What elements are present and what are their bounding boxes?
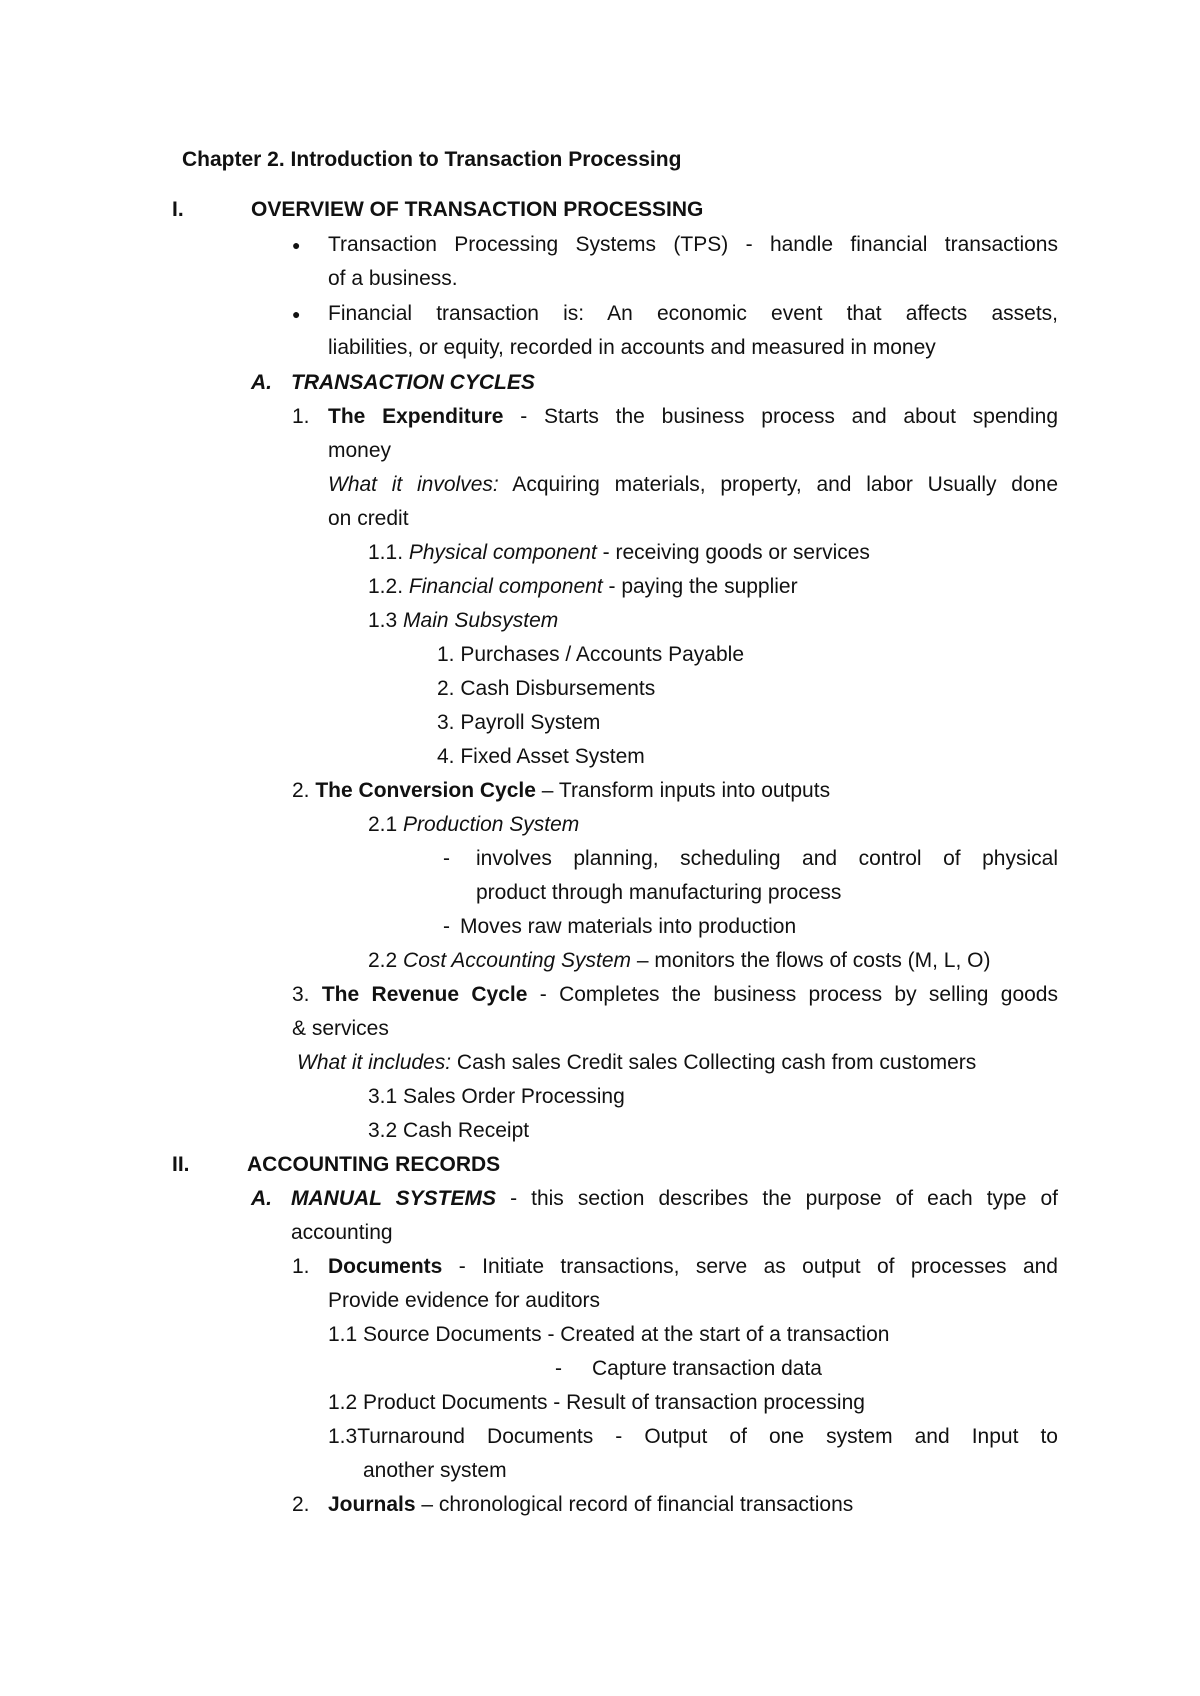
item-1-term: The Expenditure — [328, 405, 504, 428]
item-3-line-1: 3. The Revenue Cycle - Completes the business process by selling goods — [292, 983, 1058, 1006]
item-3-includes: What it includes: Cash sales Credit sales Collecting cash from customers — [297, 1051, 977, 1074]
section-2-subsection-a-line-1: MANUAL SYSTEMS - this section describes the purpose of each type of — [291, 1187, 1058, 1210]
item-1-desc: - Starts the business process and about spending — [503, 405, 1059, 428]
dash-icon: - — [555, 1357, 562, 1380]
subsystem-item: 3. Payroll System — [437, 711, 601, 734]
documents-1-1-dash: Capture transaction data — [592, 1357, 822, 1380]
involves-label: What it involves: — [328, 473, 499, 496]
item-2: 2. The Conversion Cycle – Transform inputs into outputs — [292, 779, 831, 802]
subsection-a-heading: TRANSACTION CYCLES — [291, 371, 535, 394]
item-2-1-dash-1-line-2: product through manufacturing process — [476, 881, 842, 904]
item-3-1: 3.1 Sales Order Processing — [368, 1085, 625, 1108]
item-2-1: 2.1 Production System — [368, 813, 580, 836]
section-1-heading: OVERVIEW OF TRANSACTION PROCESSING — [251, 198, 704, 221]
bullet-1-line-2: of a business. — [328, 267, 458, 290]
item-1-1: 1.1. Physical component - receiving goods or services — [368, 541, 870, 564]
item-1-involves-line-2: on credit — [328, 507, 409, 530]
item-2-1-dash-2: Moves raw materials into production — [460, 915, 797, 938]
item-2-2: 2.2 Cost Accounting System – monitors the flows of costs (M, L, O) — [368, 949, 991, 972]
bullet-2-line-1: Financial transaction is: An economic event that affects assets, — [328, 302, 1058, 325]
subsection-a-letter: A. — [251, 371, 272, 394]
section-2-numeral: II. — [172, 1153, 190, 1176]
documents-1-2: 1.2 Product Documents - Result of transaction processing — [328, 1391, 865, 1414]
item-1-number: 1. — [292, 405, 310, 428]
item-3-2: 3.2 Cash Receipt — [368, 1119, 530, 1142]
item-1-line-2: money — [328, 439, 392, 462]
documents-line-1: Documents - Initiate transactions, serve as output of processes and — [328, 1255, 1058, 1278]
section-2-subsection-a-letter: A. — [251, 1187, 272, 1210]
section-2-heading: ACCOUNTING RECORDS — [247, 1153, 501, 1176]
involves-text: Acquiring materials, property, and labor Usually done — [498, 473, 1058, 496]
documents-number: 1. — [292, 1255, 310, 1278]
item-2-1-dash-1-line-1: involves planning, scheduling and control of physical — [476, 847, 1058, 870]
documents-1-3-line-1: 1.3Turnaround Documents - Output of one system and Input to — [328, 1425, 1058, 1448]
journals-number: 2. — [292, 1493, 310, 1516]
bullet-1-line-1: Transaction Processing Systems (TPS) - handle financial transactions — [328, 233, 1058, 256]
subsystem-item: 4. Fixed Asset System — [437, 745, 645, 768]
documents-1-1: 1.1 Source Documents - Created at the start of a transaction — [328, 1323, 890, 1346]
chapter-title: Chapter 2. Introduction to Transaction Processing — [182, 148, 682, 171]
section-1-numeral: I. — [172, 198, 184, 221]
dash-icon: - — [443, 915, 450, 938]
item-1-3: 1.3 Main Subsystem — [368, 609, 559, 632]
bullet-icon: ● — [292, 237, 301, 253]
bullet-icon: ● — [292, 306, 301, 322]
subsystem-item: 2. Cash Disbursements — [437, 677, 656, 700]
dash-icon: - — [443, 847, 450, 870]
item-1-line-1 — [328, 403, 1058, 431]
item-1-involves-line-1 — [328, 471, 1058, 499]
item-1-2: 1.2. Financial component - paying the supplier — [368, 575, 798, 598]
documents-1-3-line-2: another system — [363, 1459, 507, 1482]
bullet-2-line-2: liabilities, or equity, recorded in accounts and measured in money — [328, 336, 936, 359]
subsystem-item: 1. Purchases / Accounts Payable — [437, 643, 745, 666]
section-2-subsection-a-line-2: accounting — [291, 1221, 393, 1244]
journals-line: Journals – chronological record of financial transactions — [328, 1493, 854, 1516]
documents-line-2: Provide evidence for auditors — [328, 1289, 600, 1312]
item-3-line-2: & services — [292, 1017, 389, 1040]
